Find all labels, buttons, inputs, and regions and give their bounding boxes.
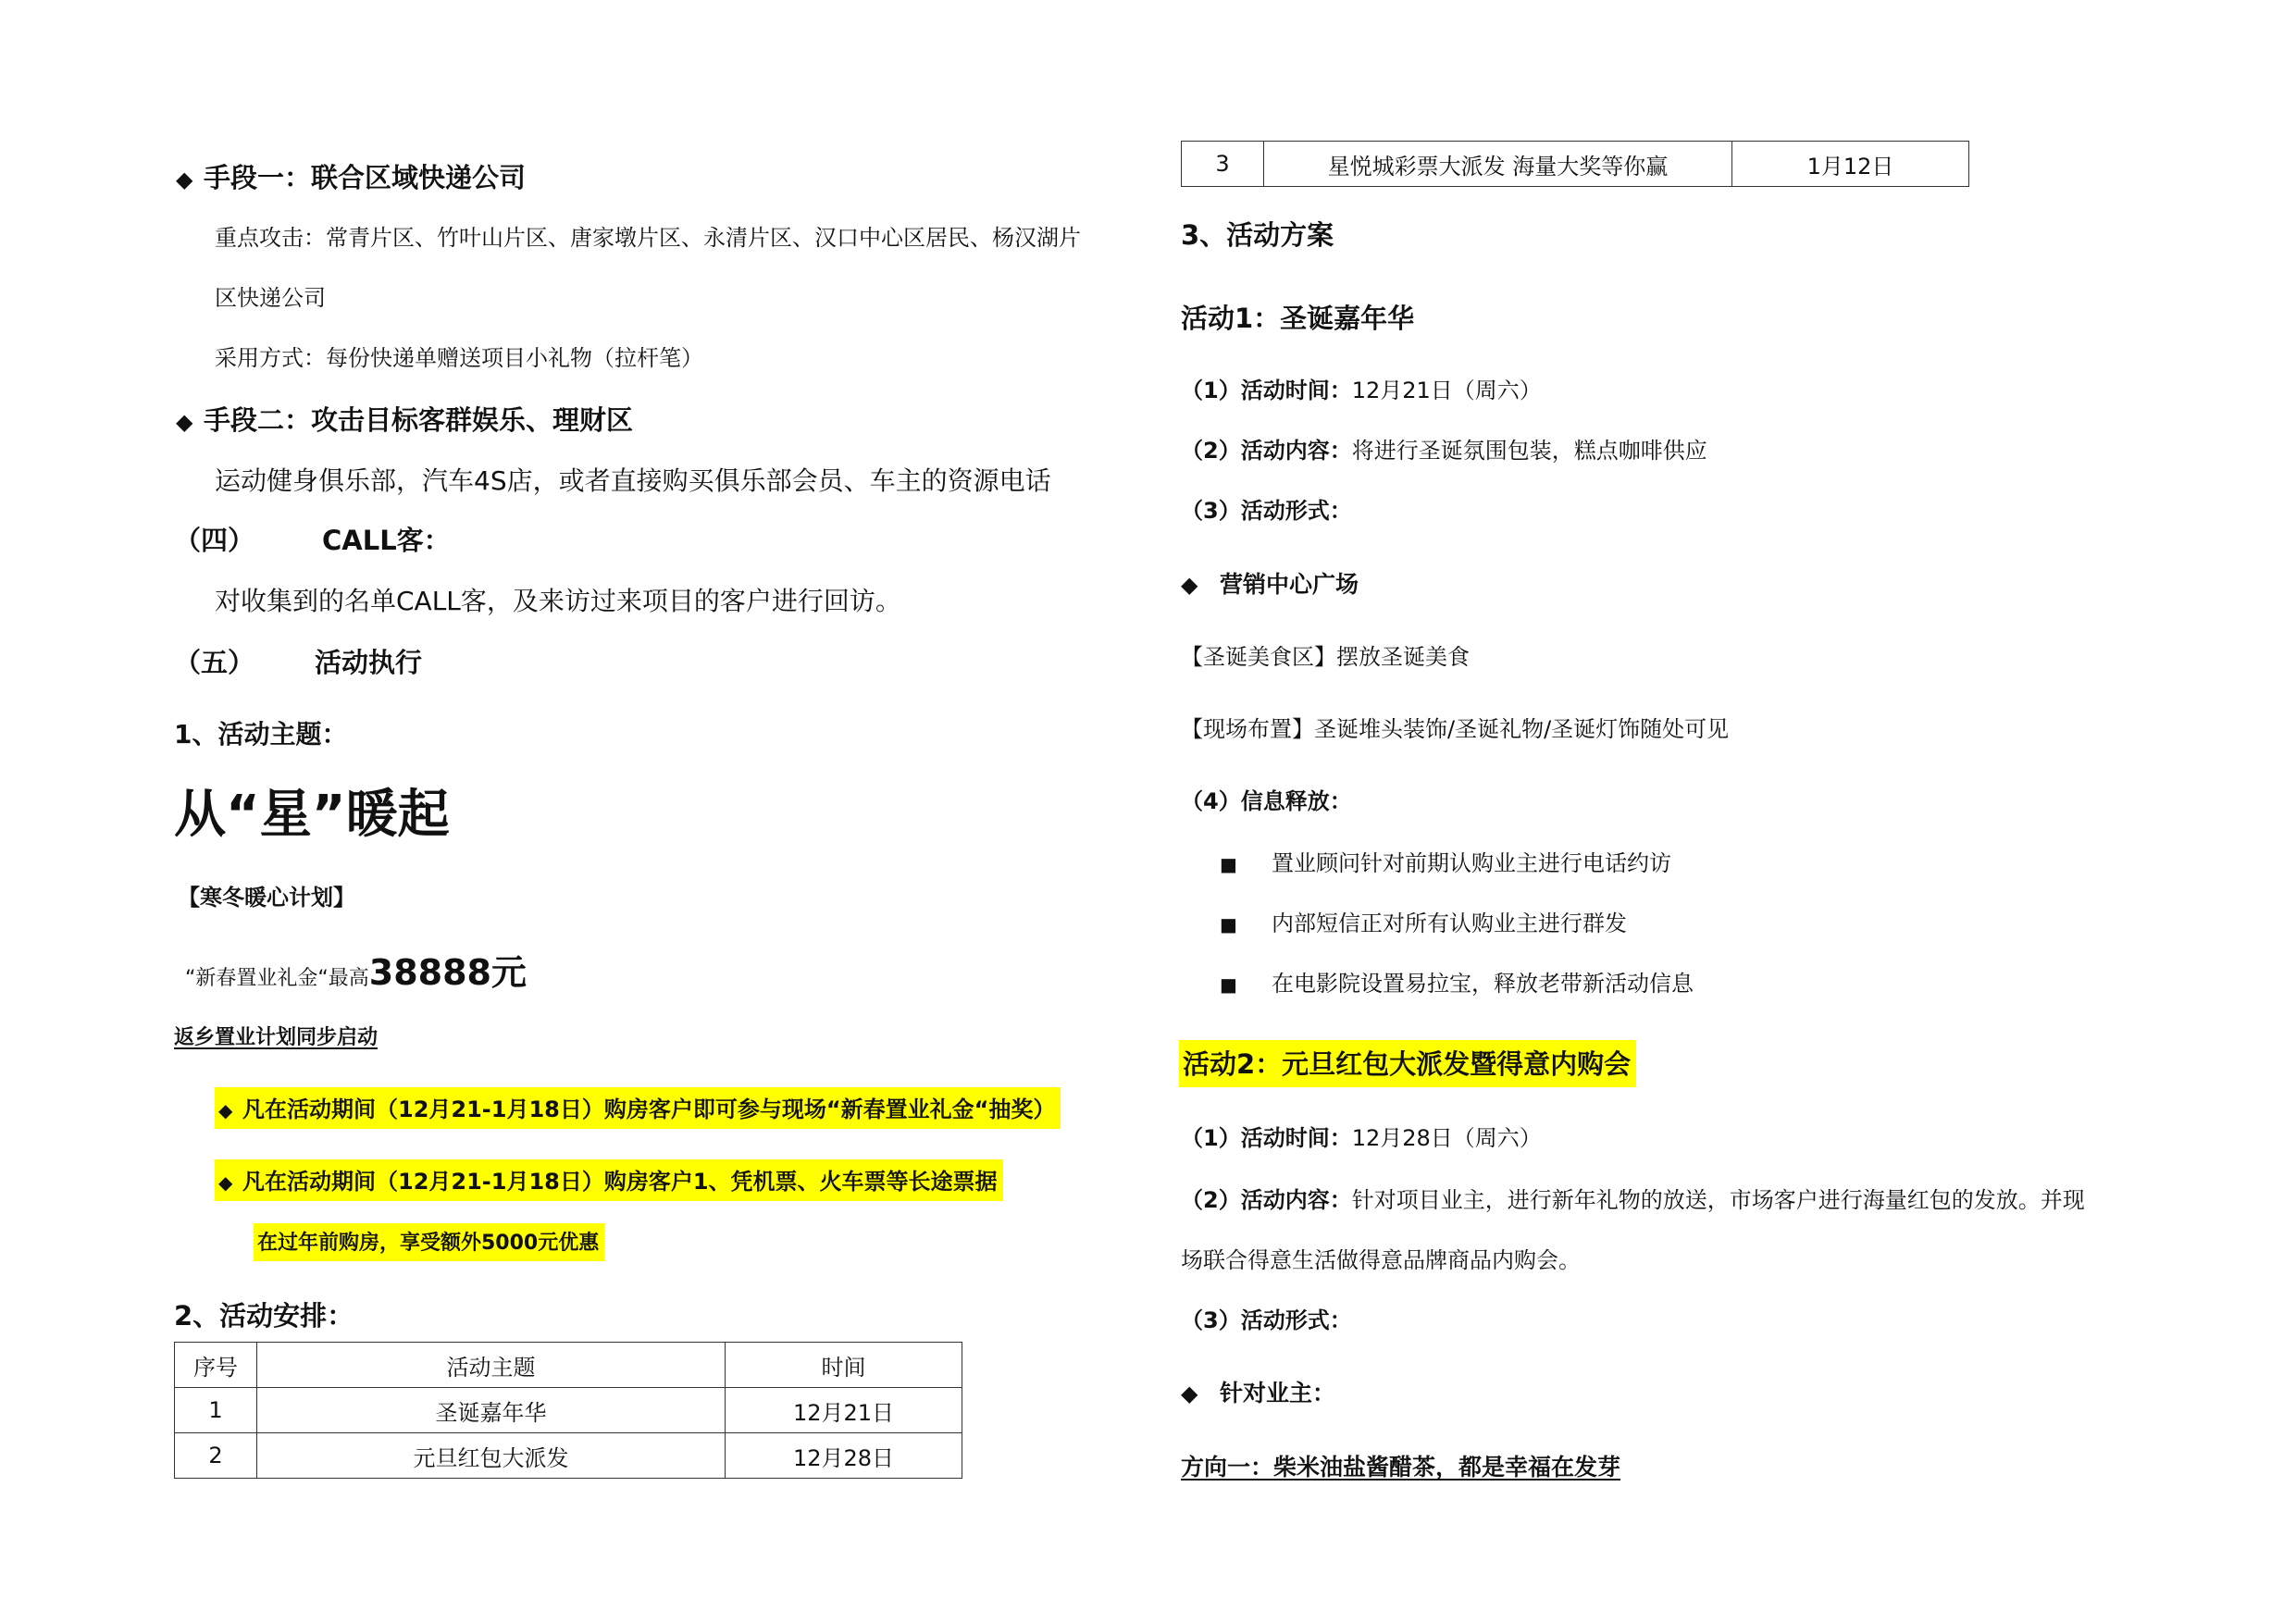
- a2-form-label: （3）活动形式：: [1181, 1307, 1352, 1333]
- schedule-table-continued: [1181, 141, 1969, 187]
- highlight-line-3: 在过年前购房，享受额外5000元优惠: [254, 1223, 604, 1261]
- table-cell-time: 1月12日: [1732, 142, 1969, 187]
- a1-decor: 【现场布置】圣诞堆头装饰/圣诞礼物/圣诞灯饰随处可见: [1181, 716, 1730, 742]
- table-cell-theme: 元旦红包大派发: [257, 1433, 726, 1479]
- plan-label: 3、活动方案: [1181, 219, 1334, 251]
- activity-one-title: 活动1：圣诞嘉年华: [1181, 303, 1415, 334]
- a2-direction-one: 方向一：柴米油盐酱醋茶，都是幸福在发芽: [1181, 1454, 1621, 1481]
- a1-info-label: （4）信息释放：: [1181, 788, 1352, 814]
- method-one-focus-line1: 重点攻击：常青片区、竹叶山片区、唐家墩片区、永清片区、汉口中心区居民、杨汉湖片: [215, 225, 1081, 251]
- a1-form-label: （3）活动形式：: [1181, 498, 1352, 524]
- diamond-bullet-icon: ◆: [218, 1099, 233, 1121]
- table-cell-theme: 星悦城彩票大派发 海量大奖等你赢: [1264, 142, 1732, 187]
- arrange-label: 2、活动安排：: [174, 1300, 354, 1332]
- method-one-heading: ◆ 手段一：联合区域快递公司: [176, 162, 527, 193]
- table-cell-no: 3: [1182, 142, 1264, 187]
- table-cell-no: 2: [175, 1433, 257, 1479]
- diamond-bullet-icon: ◆: [176, 167, 193, 192]
- method-two-desc: 运动健身俱乐部，汽车4S店，或者直接购买俱乐部会员、车主的资源电话: [215, 465, 1051, 496]
- schedule-table: [174, 1342, 962, 1479]
- square-bullet-icon: ■: [1220, 853, 1237, 875]
- section-four-desc: 对收集到的名单CALL客，及来访过来项目的客户进行回访。: [215, 586, 901, 616]
- diamond-bullet-icon: ◆: [218, 1171, 233, 1194]
- list-item: ■ 在电影院设置易拉宝，释放老带新活动信息: [1220, 971, 1694, 997]
- diamond-bullet-icon: ◆: [1181, 1381, 1198, 1406]
- table-cell-no: 1: [175, 1388, 257, 1433]
- theme-big-title: 从“星”暖起: [174, 785, 450, 845]
- method-one-approach: 采用方式：每份快递单赠送项目小礼物（拉杆笔）: [215, 345, 703, 371]
- activity-two-title: 活动2：元旦红包大派发暨得意内购会: [1179, 1040, 1636, 1087]
- return-plan: 返乡置业计划同步启动: [174, 1026, 379, 1049]
- section-five-title: 活动执行: [315, 647, 423, 678]
- highlight-line-1: ◆ 凡在活动期间（12月21-1月18日）购房客户即可参与现场“新春置业礼金“抽奖）: [215, 1087, 1061, 1129]
- table-cell-time: 12月28日: [726, 1433, 962, 1479]
- table-header-theme: 活动主题: [257, 1343, 726, 1388]
- highlight-line-2: ◆ 凡在活动期间（12月21-1月18日）购房客户1、凭机票、火车票等长途票据: [215, 1159, 1003, 1201]
- diamond-bullet-icon: ◆: [1181, 572, 1198, 598]
- list-item: ■ 内部短信正对所有认购业主进行群发: [1220, 911, 1627, 936]
- section-four-title: CALL客：: [322, 525, 451, 556]
- table-row: [1182, 142, 1969, 187]
- gift-line: [185, 944, 527, 995]
- section-five-num: （五）: [174, 647, 255, 678]
- table-cell-theme: 圣诞嘉年华: [257, 1388, 726, 1433]
- table-cell-time: 12月21日: [726, 1388, 962, 1433]
- table-row: [175, 1433, 962, 1479]
- a1-time: （1）活动时间：12月21日（周六）: [1181, 378, 1542, 403]
- a1-food: 【圣诞美食区】摆放圣诞美食: [1181, 644, 1470, 670]
- table-header-row: [175, 1343, 962, 1388]
- list-item: ■ 置业顾问针对前期认购业主进行电话约访: [1220, 850, 1671, 876]
- a2-target: ◆ 针对业主：: [1181, 1380, 1336, 1406]
- gift-amount: 38888元: [368, 952, 527, 993]
- square-bullet-icon: ■: [1220, 913, 1237, 935]
- a2-time: （1）活动时间：12月28日（周六）: [1181, 1125, 1542, 1151]
- a2-content-line2: 场联合得意生活做得意品牌商品内购会。: [1181, 1247, 1581, 1273]
- table-row: [175, 1388, 962, 1433]
- a1-place: ◆ 营销中心广场: [1181, 571, 1359, 598]
- method-two-heading: ◆ 手段二：攻击目标客群娱乐、理财区: [176, 404, 634, 436]
- section-four-num: （四）: [174, 525, 255, 556]
- a2-content-line1: （2）活动内容：针对项目业主，进行新年礼物的放送，市场客户进行海量红包的发放。并现: [1181, 1187, 2085, 1213]
- table-header-time: 时间: [726, 1343, 962, 1388]
- theme-label: 1、活动主题：: [174, 719, 348, 750]
- a1-content: （2）活动内容：将进行圣诞氛围包装，糕点咖啡供应: [1181, 438, 1707, 464]
- winter-plan-label: 【寒冬暖心计划】: [178, 885, 355, 911]
- square-bullet-icon: ■: [1220, 973, 1237, 996]
- gift-prefix: “新春置业礼金“最高: [185, 967, 369, 990]
- method-one-focus-line2: 区快递公司: [215, 285, 326, 311]
- diamond-bullet-icon: ◆: [176, 409, 193, 435]
- table-header-no: 序号: [175, 1343, 257, 1388]
